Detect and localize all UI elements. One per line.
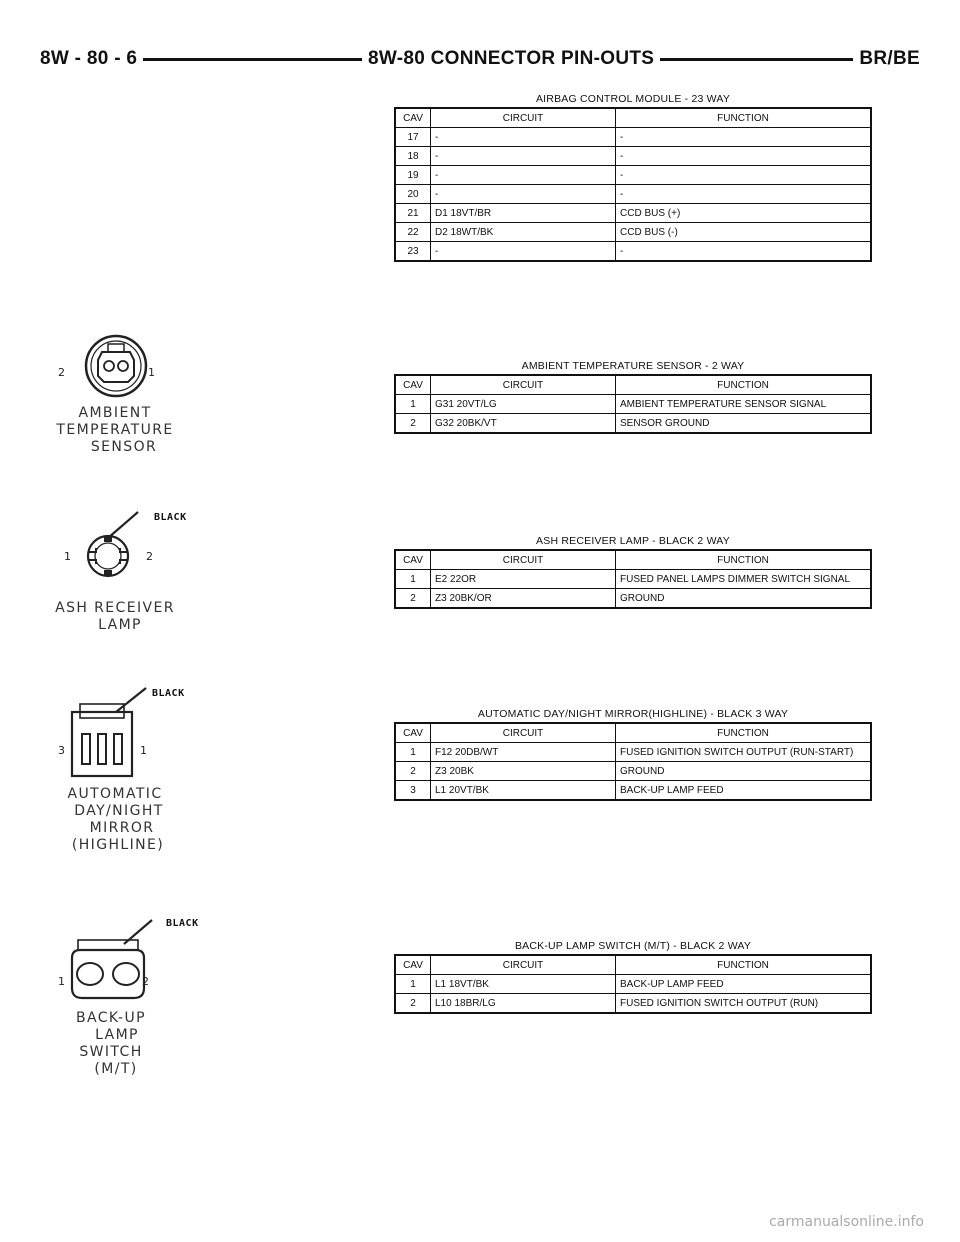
- col-header-circuit: CIRCUIT: [431, 723, 616, 743]
- cell-function: -: [616, 147, 872, 166]
- table-row: [395, 589, 871, 609]
- pinout-table-mirror: [394, 722, 872, 801]
- cell-cav: 23: [395, 242, 431, 262]
- label-line: MIRROR: [89, 820, 155, 836]
- label-line: DAY/NIGHT: [74, 803, 164, 819]
- diagram-label-ambient-temp: [40, 405, 190, 456]
- table-row: [395, 762, 871, 781]
- cell-function: GROUND: [616, 589, 872, 609]
- label-line: SENSOR: [90, 439, 158, 455]
- table-row: [395, 223, 871, 242]
- cell-function: GROUND: [616, 762, 872, 781]
- label-line: (HIGHLINE): [71, 837, 165, 853]
- table-row: [395, 204, 871, 223]
- page-header: [40, 44, 920, 76]
- col-header-circuit: CIRCUIT: [431, 550, 616, 570]
- col-header-function: FUNCTION: [616, 955, 872, 975]
- label-line: BACK-UP: [76, 1010, 146, 1026]
- table-row: [395, 975, 871, 994]
- table-header-row: [395, 955, 871, 975]
- table-header-row: [395, 375, 871, 395]
- pin-label: 1: [58, 975, 65, 988]
- cell-function: CCD BUS (-): [616, 223, 872, 242]
- pin-label: 1: [140, 744, 147, 757]
- cell-cav: 1: [395, 570, 431, 589]
- ash-receiver-connector-icon: [82, 508, 162, 584]
- label-line: LAMP: [98, 617, 142, 633]
- diagram-label-backup-switch: [36, 1010, 186, 1078]
- label-line: SWITCH: [79, 1044, 143, 1060]
- page-number: 8W - 80 - 6: [34, 48, 143, 70]
- table-row: [395, 395, 871, 414]
- pinout-table-airbag: [394, 107, 872, 262]
- cell-circuit: Z3 20BK: [431, 762, 616, 781]
- pinout-table-ambient-temp: [394, 374, 872, 434]
- table-header-row: [395, 550, 871, 570]
- col-header-circuit: CIRCUIT: [431, 108, 616, 128]
- cell-circuit: L1 20VT/BK: [431, 781, 616, 801]
- pin-label: 2: [142, 975, 149, 988]
- backup-switch-connector-icon: [64, 916, 168, 1008]
- wire-color-tag: BLACK: [152, 688, 185, 699]
- mirror-connector-icon: [66, 684, 162, 780]
- wire-color-tag: BLACK: [154, 512, 187, 523]
- cell-circuit: G32 20BK/VT: [431, 414, 616, 434]
- watermark-text: carmanualsonline.info: [769, 1214, 924, 1230]
- diagram-label-ash-receiver: [40, 600, 190, 634]
- cell-cav: 2: [395, 589, 431, 609]
- cell-function: -: [616, 185, 872, 204]
- cell-function: FUSED PANEL LAMPS DIMMER SWITCH SIGNAL: [616, 570, 872, 589]
- col-header-circuit: CIRCUIT: [431, 955, 616, 975]
- col-header-function: FUNCTION: [616, 723, 872, 743]
- cell-function: AMBIENT TEMPERATURE SENSOR SIGNAL: [616, 395, 872, 414]
- cell-function: SENSOR GROUND: [616, 414, 872, 434]
- cell-circuit: Z3 20BK/OR: [431, 589, 616, 609]
- cell-circuit: L10 18BR/LG: [431, 994, 616, 1014]
- label-line: TEMPERATURE: [56, 422, 174, 438]
- col-header-circuit: CIRCUIT: [431, 375, 616, 395]
- cell-cav: 20: [395, 185, 431, 204]
- cell-cav: 1: [395, 395, 431, 414]
- pinout-table-ash-receiver: [394, 549, 872, 609]
- cell-circuit: L1 18VT/BK: [431, 975, 616, 994]
- label-line: AUTOMATIC: [67, 786, 163, 802]
- col-header-cav: CAV: [395, 723, 431, 743]
- table-row: [395, 743, 871, 762]
- cell-circuit: G31 20VT/LG: [431, 395, 616, 414]
- col-header-function: FUNCTION: [616, 108, 872, 128]
- col-header-function: FUNCTION: [616, 550, 872, 570]
- pin-label: 1: [64, 550, 71, 563]
- table-row: [395, 166, 871, 185]
- pin-label: 2: [58, 366, 65, 379]
- label-line: LAMP: [95, 1027, 139, 1043]
- cell-cav: 19: [395, 166, 431, 185]
- ambient-temp-sensor-connector-icon: [78, 332, 154, 400]
- pin-label: 3: [58, 744, 65, 757]
- connector-title-ambient-temp: AMBIENT TEMPERATURE SENSOR - 2 WAY: [521, 360, 745, 372]
- label-line: ASH RECEIVER: [55, 600, 175, 616]
- cell-cav: 21: [395, 204, 431, 223]
- cell-function: -: [616, 166, 872, 185]
- table-row: [395, 414, 871, 434]
- cell-cav: 2: [395, 994, 431, 1014]
- cell-circuit: E2 22OR: [431, 570, 616, 589]
- cell-function: FUSED IGNITION SWITCH OUTPUT (RUN): [616, 994, 872, 1014]
- connector-title-ash-receiver: ASH RECEIVER LAMP - BLACK 2 WAY: [536, 535, 730, 547]
- connector-title-mirror: AUTOMATIC DAY/NIGHT MIRROR(HIGHLINE) - BLACK 3 WAY: [477, 708, 789, 720]
- table-row: [395, 570, 871, 589]
- label-line: (M/T): [94, 1061, 138, 1077]
- cell-function: CCD BUS (+): [616, 204, 872, 223]
- cell-circuit: -: [431, 185, 616, 204]
- connector-title-backup-switch: BACK-UP LAMP SWITCH (M/T) - BLACK 2 WAY: [514, 940, 752, 952]
- table-header-row: [395, 108, 871, 128]
- pin-label: 1: [148, 366, 155, 379]
- table-row: [395, 781, 871, 801]
- model-code: BR/BE: [853, 48, 926, 70]
- cell-circuit: -: [431, 128, 616, 147]
- cell-cav: 1: [395, 743, 431, 762]
- cell-cav: 18: [395, 147, 431, 166]
- pin-label: 2: [146, 550, 153, 563]
- cell-circuit: -: [431, 147, 616, 166]
- col-header-cav: CAV: [395, 955, 431, 975]
- cell-cav: 2: [395, 762, 431, 781]
- table-row: [395, 128, 871, 147]
- label-line: AMBIENT: [78, 405, 152, 421]
- cell-cav: 2: [395, 414, 431, 434]
- col-header-cav: CAV: [395, 375, 431, 395]
- cell-function: -: [616, 128, 872, 147]
- cell-cav: 22: [395, 223, 431, 242]
- col-header-function: FUNCTION: [616, 375, 872, 395]
- connector-title-airbag: AIRBAG CONTROL MODULE - 23 WAY: [535, 93, 731, 105]
- table-row: [395, 147, 871, 166]
- cell-circuit: -: [431, 242, 616, 262]
- table-row: [395, 185, 871, 204]
- cell-function: -: [616, 242, 872, 262]
- wire-color-tag: BLACK: [166, 918, 199, 929]
- table-row: [395, 994, 871, 1014]
- cell-circuit: -: [431, 166, 616, 185]
- cell-circuit: F12 20DB/WT: [431, 743, 616, 762]
- cell-cav: 1: [395, 975, 431, 994]
- col-header-cav: CAV: [395, 550, 431, 570]
- diagram-label-mirror: [40, 786, 190, 854]
- cell-function: BACK-UP LAMP FEED: [616, 781, 872, 801]
- table-row: [395, 242, 871, 262]
- cell-cav: 17: [395, 128, 431, 147]
- cell-cav: 3: [395, 781, 431, 801]
- table-header-row: [395, 723, 871, 743]
- cell-function: FUSED IGNITION SWITCH OUTPUT (RUN-START): [616, 743, 872, 762]
- cell-circuit: D2 18WT/BK: [431, 223, 616, 242]
- cell-function: BACK-UP LAMP FEED: [616, 975, 872, 994]
- cell-circuit: D1 18VT/BR: [431, 204, 616, 223]
- section-title: 8W-80 CONNECTOR PIN-OUTS: [362, 48, 660, 70]
- pinout-table-backup-switch: [394, 954, 872, 1014]
- col-header-cav: CAV: [395, 108, 431, 128]
